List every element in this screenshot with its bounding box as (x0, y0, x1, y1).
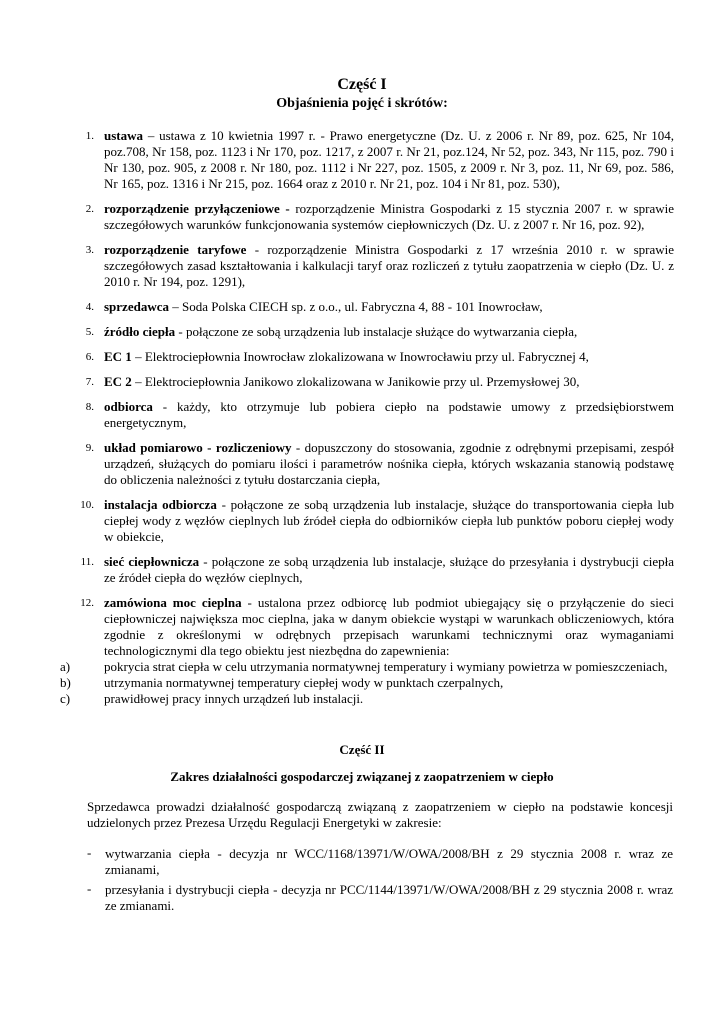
dash-marker: - (87, 845, 92, 860)
definition-text: - dopuszczony do stosowania, zgodnie z odrębnymi przepisami, zespół urządzeń, służących do pomiaru ilości i parametrów nośnika ciepła, których wskazania stanowią podstawę do obliczenia należności z tytułu dostarczania ciepła, (104, 440, 674, 487)
definition-term: EC 1 (104, 349, 132, 364)
definition-term: EC 2 (104, 374, 132, 389)
part2-title: Część II (339, 742, 385, 757)
item-number: 6. (85, 351, 94, 363)
definition-item (60, 497, 674, 545)
definition-item (60, 128, 674, 192)
definition-term: źródło ciepła (104, 324, 176, 339)
definition-item (60, 399, 674, 431)
definition-item (60, 299, 674, 315)
definition-item (60, 440, 674, 488)
definition-item (60, 324, 674, 340)
definition-term: odbiorca (104, 399, 153, 414)
definition-text: - połączone ze sobą urządzenia lub instalacje, służące do przesyłania i dystrybucji ciepła ze źródeł ciepła do węzłów cieplnych, (104, 554, 674, 585)
definition-text: - każdy, kto otrzymuje lub pobiera ciepło na podstawie umowy z przedsiębiorstwem energetycznym, (104, 399, 674, 430)
definition-term: układ pomiarowo - rozliczeniowy (104, 440, 292, 455)
item-number: 2. (85, 203, 94, 215)
definition-item (60, 242, 674, 290)
license-text: wytwarzania ciepła - decyzja nr WCC/1168/13971/W/OWA/2008/BH z 29 stycznia 2008 r. wraz ze zmianami, (105, 846, 673, 877)
definition-term: sprzedawca (104, 299, 169, 314)
item-number: 1. (85, 130, 94, 142)
definition-text: – Elektrociepłownia Inowrocław zlokalizowana w Inowrocławiu przy ul. Fabrycznej 4, (131, 349, 589, 364)
license-item (87, 846, 673, 878)
item-number: 3. (85, 244, 94, 256)
definition-text: – Elektrociepłownia Janikowo zlokalizowana w Janikowie przy ul. Przemysłowej 30, (131, 374, 580, 389)
definition-text: - rozporządzenie Ministra Gospodarki z 17 września 2010 r. w sprawie szczegółowych zasad kształtowania i kalkulacji taryf oraz rozliczeń z tytułu zaopatrzenia w ciepło (Dz. U. z 2010 r. Nr 194, poz. 1291), (104, 242, 675, 289)
item-number: 4. (85, 301, 94, 313)
definition-term: zamówiona moc cieplna (104, 595, 242, 610)
part1-title: Część I (337, 76, 387, 93)
definition-text: – ustawa z 10 kwietnia 1997 r. - Prawo energetyczne (Dz. U. z 2006 r. Nr 89, poz. 625, Nr 104, poz.708, Nr 158, poz. 1123 i Nr 170, poz. 1217, z 2007 r. Nr 21, poz.124, Nr 52, poz. 343, Nr 115, poz. 790 i Nr 130, poz. 905, z 2008 r. Nr 180, poz. 1112 i Nr 227, poz. 1505, z 2009 r. Nr 3, poz. 11, Nr 69, poz. 586, Nr 165, poz. 1316 i Nr 215, poz. 1664 oraz z 2010 r. Nr 21, poz. 104 i Nr 81, poz. 530), (104, 128, 674, 191)
definition-term: rozporządzenie taryfowe (104, 242, 247, 257)
item-number: 8. (85, 401, 94, 413)
sub-item-text: pokrycia strat ciepła w celu utrzymania normatywnej temperatury i wymiany powietrza w pomieszczeniach, (104, 659, 668, 674)
item-number: 12. (80, 597, 94, 609)
definition-item (60, 595, 674, 707)
definition-item (60, 349, 674, 365)
license-item (87, 882, 673, 914)
item-number: 5. (85, 326, 94, 338)
definitions-list (60, 128, 674, 716)
sub-item-text: utrzymania normatywnej temperatury ciepłej wody w punktach czerpalnych, (104, 675, 504, 690)
part1-subtitle: Objaśnienia pojęć i skrótów: (276, 96, 448, 111)
definition-text: rozporządzenie Ministra Gospodarki z 15 stycznia 2007 r. w sprawie szczegółowych warunków funkcjonowania systemów ciepłowniczych (Dz. U. z 2007 r. Nr 16, poz. 92), (104, 201, 674, 232)
item-number: 9. (85, 442, 94, 454)
item-number: 11. (80, 556, 94, 568)
definition-text: - ustalona przez odbiorcę lub podmiot ubiegający się o przyłączenie do sieci ciepłowniczej największa moc cieplna, jaka w danym obiekcie wystąpi w warunkach obliczeniowych, która zgodnie z określonymi w odrębnych przepisach warunkami technicznymi oraz wymaganiami technologicznymi dla tego obiektu jest niezbędna do zapewnienia: (104, 595, 675, 658)
part2-paragraph: Sprzedawca prowadzi działalność gospodarczą związaną z zaopatrzeniem w ciepło na podstawie koncesji udzielonych przez Prezesa Urzędu Regulacji Energetyki w zakresie: (87, 799, 673, 830)
definition-term: rozporządzenie przyłączeniowe - (104, 201, 290, 216)
item-number: 7. (85, 376, 94, 388)
part2-subtitle: Zakres działalności gospodarczej związanej z zaopatrzeniem w ciepło (170, 769, 554, 784)
definition-item (60, 554, 674, 586)
definition-term: sieć ciepłownicza (104, 554, 200, 569)
license-list (87, 846, 673, 918)
sub-item (60, 691, 674, 707)
sub-item-label: c) (60, 691, 71, 706)
definition-item (60, 201, 674, 233)
definition-term: ustawa (104, 128, 144, 143)
license-text: przesyłania i dystrybucji ciepła - decyzja nr PCC/1144/13971/W/OWA/2008/BH z 29 stycznia 2008 r. wraz ze zmianami. (105, 882, 673, 913)
dash-marker: - (87, 881, 92, 896)
sub-item (60, 675, 674, 691)
definition-text: - połączone ze sobą urządzenia lub instalacje, służące do transportowania ciepła lub ciepłej wody z węzłów cieplnych lub źródeł ciepła do odbiorników ciepła lub punktów poboru ciepłej wody w obiekcie, (104, 497, 675, 544)
sub-item-label: b) (60, 675, 71, 690)
sub-item (60, 659, 674, 675)
definition-term: instalacja odbiorcza (104, 497, 217, 512)
definition-item (60, 374, 674, 390)
item-number: 10. (80, 499, 94, 511)
definition-text: – Soda Polska CIECH sp. z o.o., ul. Fabryczna 4, 88 - 101 Inowrocław, (169, 299, 543, 314)
sub-item-label: a) (60, 659, 71, 674)
definition-text: - połączone ze sobą urządzenia lub instalacje służące do wytwarzania ciepła, (175, 324, 578, 339)
sub-item-text: prawidłowej pracy innych urządzeń lub instalacji. (104, 691, 364, 706)
